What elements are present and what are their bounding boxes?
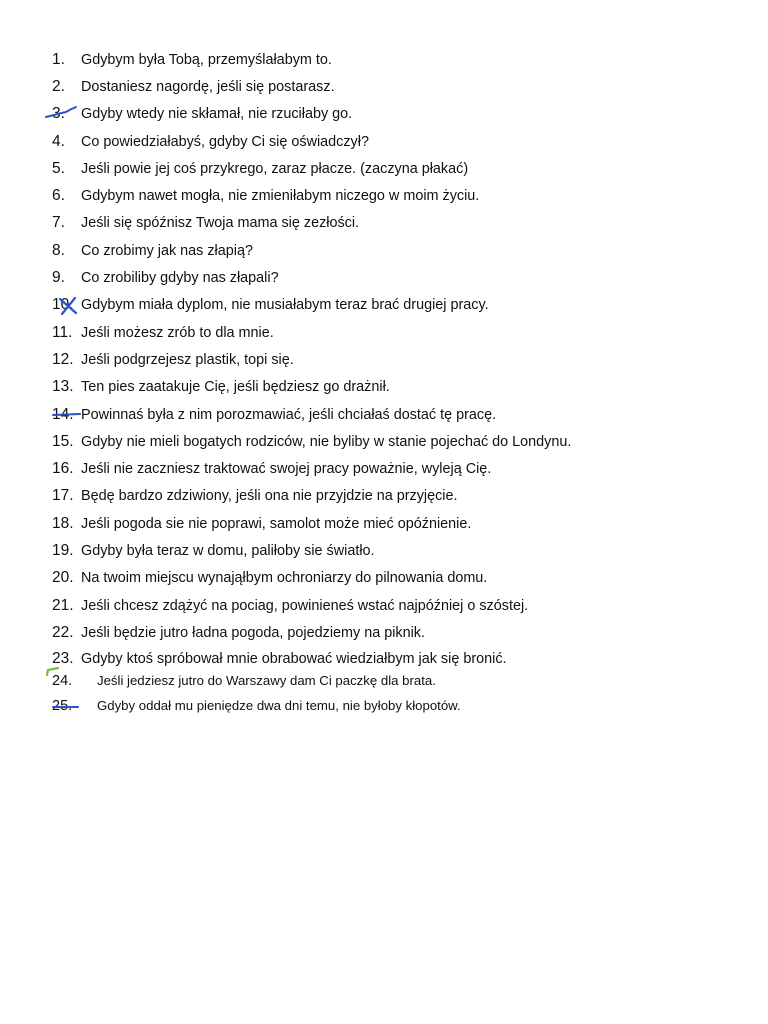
item-text: Jeśli pogoda sie nie poprawi, samolot może mieć opóźnienie. [81, 515, 472, 532]
item-number: 17. [52, 487, 74, 505]
list-item [52, 128, 752, 155]
item-number: 9. [52, 269, 65, 287]
list-item [52, 565, 752, 592]
item-number: 4. [52, 132, 65, 150]
item-number: 20. [52, 569, 74, 587]
item-number: 18. [52, 514, 74, 532]
list-item [52, 319, 752, 346]
list-item [52, 155, 752, 182]
list-item [52, 428, 752, 455]
item-text: Gdyby była teraz w domu, paliłoby sie światło. [81, 542, 375, 559]
item-number: 8. [52, 241, 65, 259]
item-text: Gdybym miała dyplom, nie musiałabym teraz brać drugiej pracy. [81, 297, 489, 314]
item-number: 12. [52, 350, 74, 368]
item-number: 3. [52, 105, 65, 123]
item-number: 11. [52, 323, 73, 341]
item-number: 22. [52, 623, 74, 641]
item-text: Jeśli chcesz zdążyć na pociag, powinieneś wstać najpóźniej o szóstej. [81, 597, 529, 614]
item-text: Dostaniesz nagordę, jeśli się postarasz. [81, 78, 335, 95]
item-text: Gdyby wtedy nie skłamał, nie rzuciłaby go. [81, 106, 353, 123]
item-text: Gdybym nawet mogła, nie zmieniłabym niczego w moim życiu. [81, 188, 480, 205]
list-item [52, 510, 752, 537]
item-number: 7. [52, 214, 65, 232]
list-item [52, 619, 752, 646]
item-number: 2. [52, 77, 65, 95]
list-item [52, 101, 752, 128]
item-number: 5. [52, 159, 65, 177]
item-number: 1. [52, 50, 65, 68]
list-item [52, 647, 752, 671]
item-text: Jeśli powie jej coś przykrego, zaraz płacze. (zaczyna płakać) [81, 160, 469, 177]
item-text: Jeśli będzie jutro ładna pogoda, pojedziemy na piknik. [81, 624, 425, 641]
item-text: Co zrobiliby gdyby nas złapali? [81, 270, 279, 287]
item-text: Jeśli możesz zrób to dla mnie. [81, 324, 274, 341]
item-number: 13. [52, 378, 74, 396]
item-text: Co powiedziałabyś, gdyby Ci się oświadczył? [81, 133, 369, 150]
list-item [52, 374, 752, 401]
list-item [52, 292, 752, 319]
item-text: Jeśli nie zaczniesz traktować swojej pracy poważnie, wyleją Cię. [81, 461, 492, 478]
list-item [52, 592, 752, 619]
list-item [52, 671, 752, 691]
list-item [52, 455, 752, 482]
item-number: 23. [52, 649, 74, 667]
item-text: Na twoim miejscu wynająłbym ochroniarzy do pilnowania domu. [81, 570, 488, 587]
list-item [52, 401, 752, 428]
list-item [52, 264, 752, 291]
list-item [52, 182, 752, 209]
item-text: Jeśli podgrzejesz plastik, topi się. [81, 351, 294, 368]
sentence-list [52, 46, 752, 721]
list-item [52, 46, 752, 73]
item-number: 21. [52, 596, 74, 614]
item-text: Gdybym była Tobą, przemyślałabym to. [81, 51, 332, 68]
list-item [52, 483, 752, 510]
item-text: Gdyby nie mieli bogatych rodziców, nie byliby w stanie pojechać do Londynu. [81, 433, 572, 450]
item-number: 15. [52, 432, 74, 450]
item-number: 19. [52, 541, 74, 559]
list-item [52, 691, 752, 721]
item-text: Jeśli jedziesz jutro do Warszawy dam Ci paczkę dla brata. [97, 673, 436, 689]
list-item [52, 537, 752, 564]
item-number: 6. [52, 187, 65, 205]
item-number: 10. [52, 296, 74, 314]
item-text: Co zrobimy jak nas złapią? [81, 242, 253, 259]
item-text: Powinnaś była z nim porozmawiać, jeśli chciałaś dostać tę pracę. [81, 406, 497, 423]
item-text: Jeśli się spóźnisz Twoja mama się zezłości. [81, 215, 360, 232]
item-number: 25. [52, 697, 73, 714]
list-item [52, 210, 752, 237]
item-number: 16. [52, 460, 74, 478]
item-text: Gdyby ktoś spróbował mnie obrabować wiedziałbym jak się bronić. [81, 650, 507, 667]
item-number: 14. [52, 405, 74, 423]
list-item [52, 237, 752, 264]
list-item [52, 346, 752, 373]
item-number: 24. [52, 672, 73, 689]
item-text: Będę bardzo zdziwiony, jeśli ona nie przyjdzie na przyjęcie. [81, 488, 458, 505]
item-text: Gdyby oddał mu pieniędze dwa dni temu, nie byłoby kłopotów. [97, 698, 461, 714]
item-text: Ten pies zaatakuje Cię, jeśli będziesz go drażnił. [81, 379, 390, 396]
list-item [52, 73, 752, 100]
